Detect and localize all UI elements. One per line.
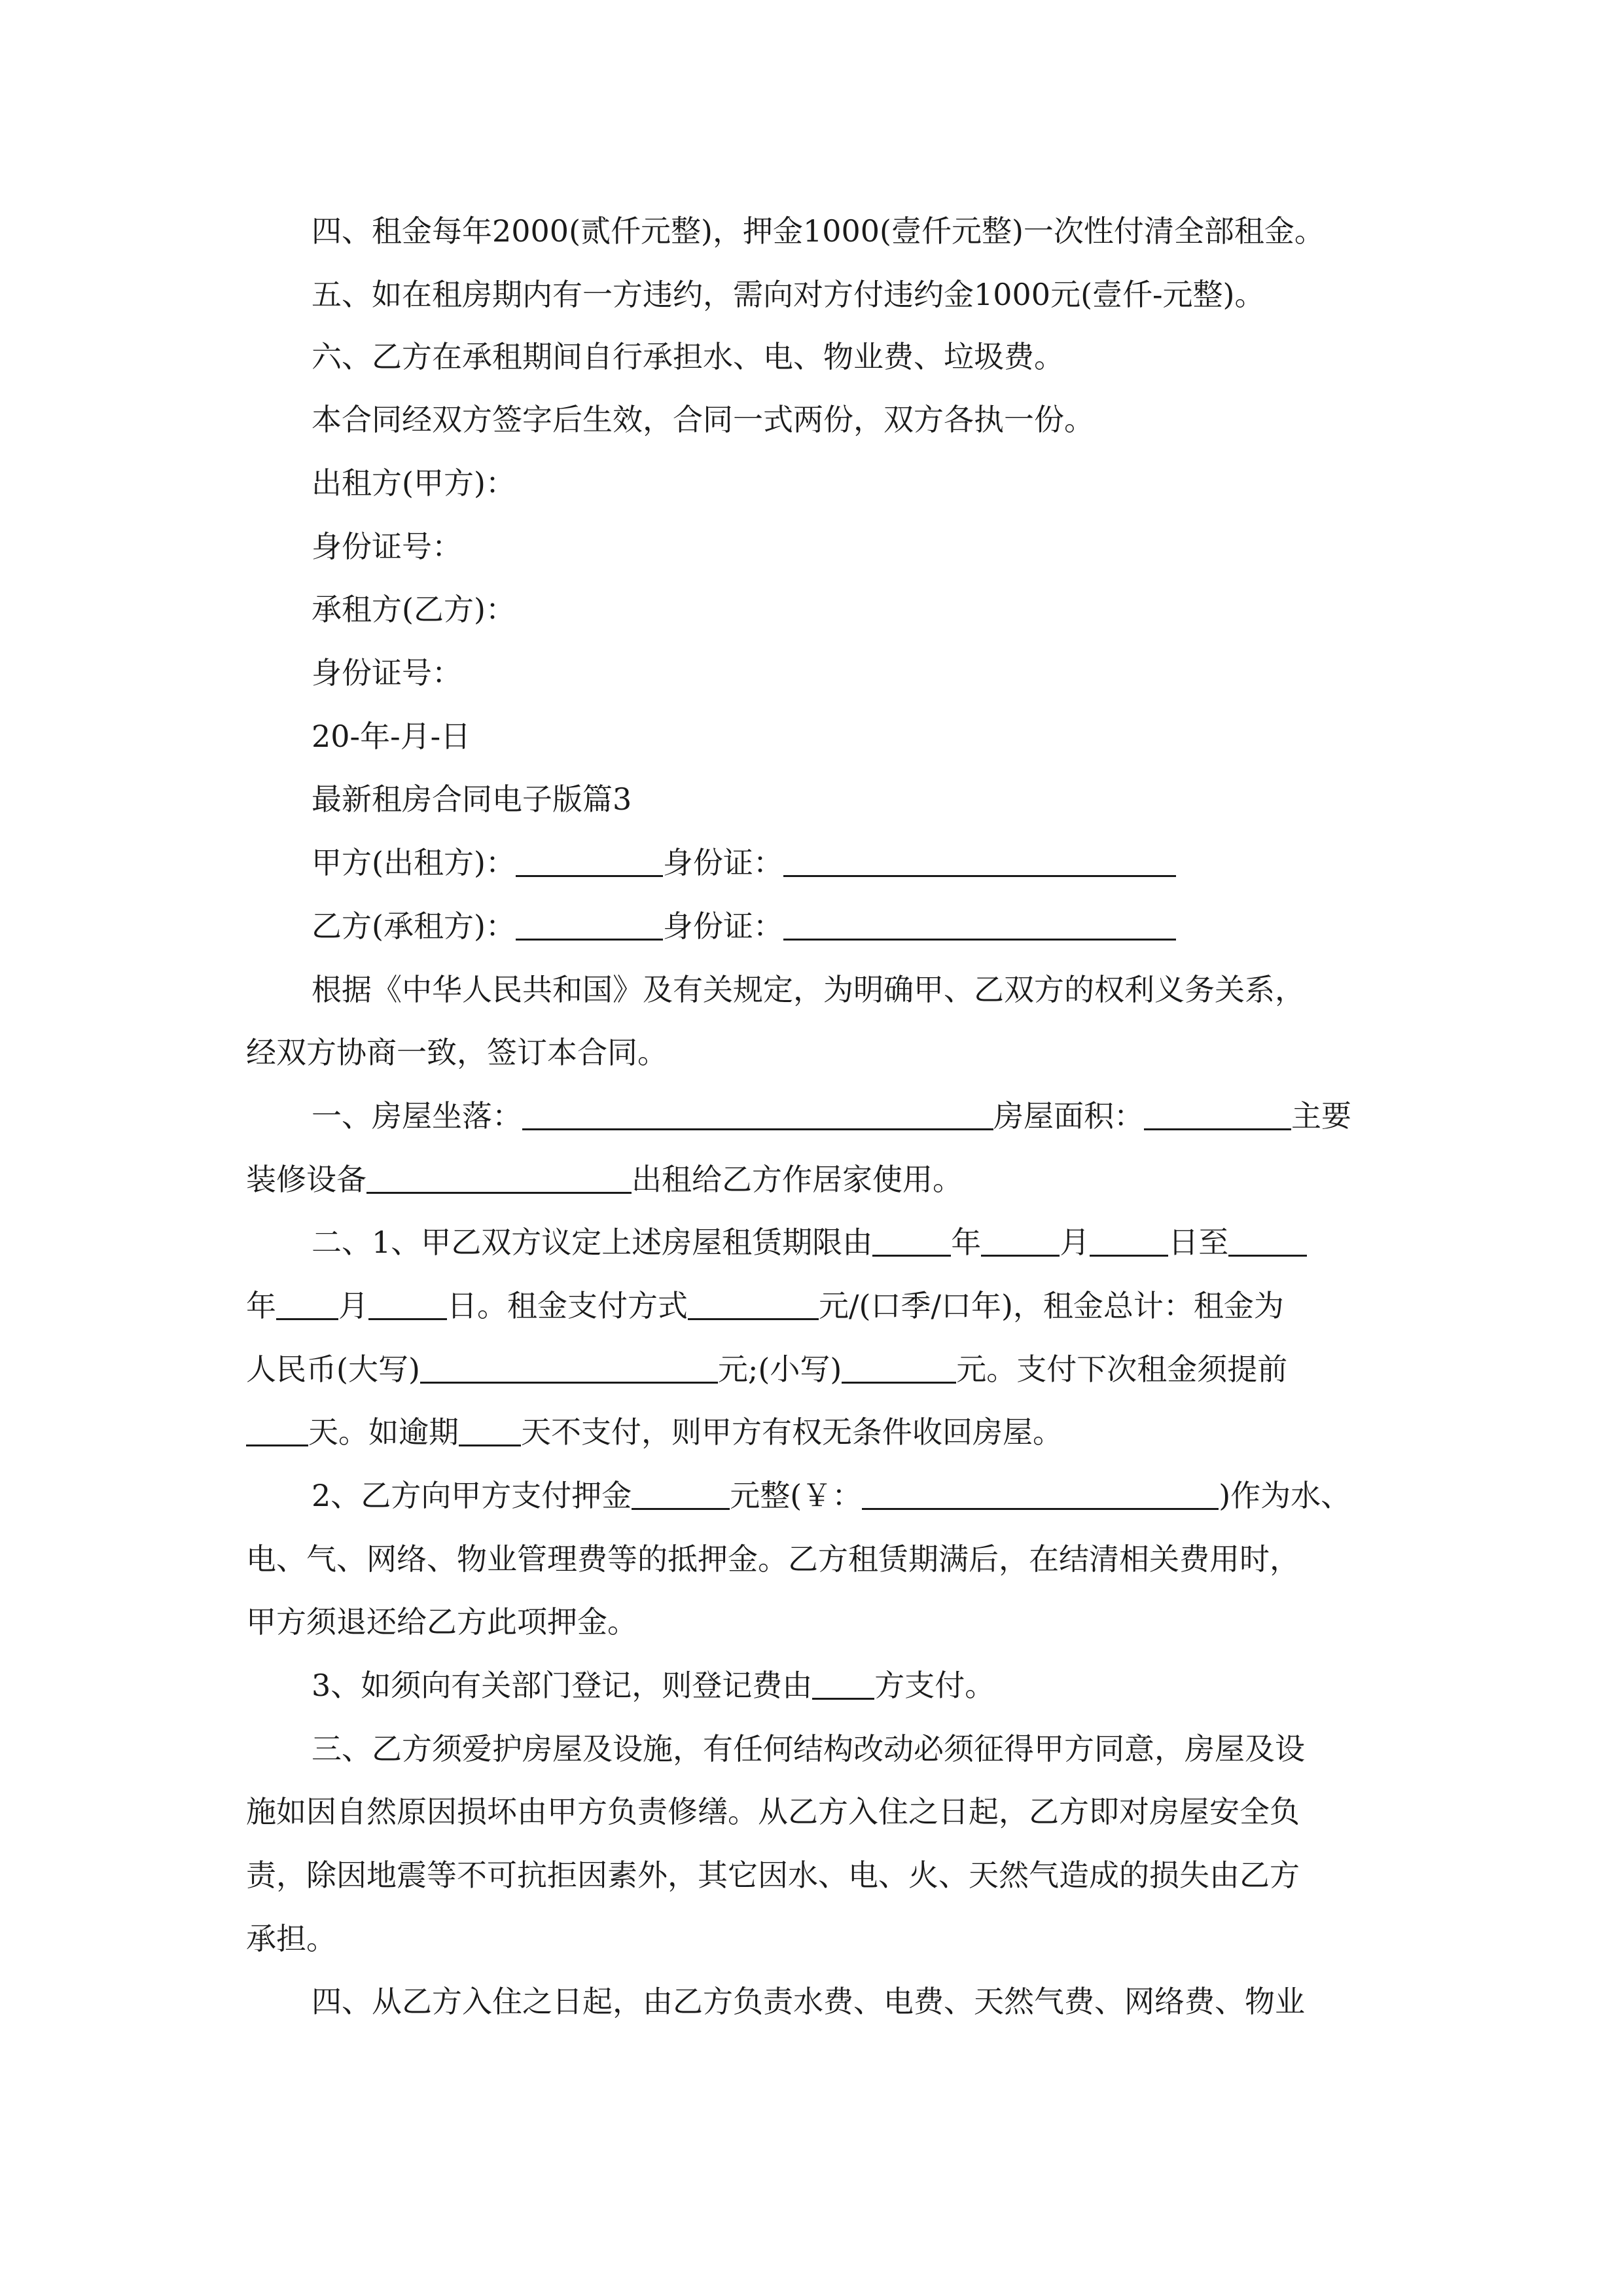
blank (276, 1284, 338, 1320)
text: 日。租金支付方式 (447, 1288, 688, 1323)
text: 天。如逾期 (308, 1414, 459, 1450)
blank (420, 1348, 718, 1384)
clause-term-line-2 (246, 1283, 1378, 1329)
text: 天不支付，则甲方有权无条件收回房屋。 (521, 1414, 1063, 1450)
clause-utilities (312, 334, 1378, 380)
text: 承担。 (246, 1921, 336, 1956)
blank (688, 1284, 819, 1320)
clause-location-line-2 (246, 1157, 1378, 1202)
clause-maintenance-line-2 (246, 1789, 1378, 1835)
text: 年 (951, 1225, 982, 1260)
clause-deposit-line-3 (246, 1599, 1378, 1645)
text: 三、乙方须爱护房屋及设施，有任何结构改动必须征得甲方同意，房屋及设 (312, 1731, 1305, 1767)
blank (1228, 1221, 1307, 1257)
lessee-id-label (312, 650, 1378, 696)
blank (632, 1474, 730, 1510)
clause-deposit-line-2 (246, 1536, 1378, 1582)
clause-term-line-3 (246, 1346, 1378, 1392)
blank (862, 1474, 1219, 1510)
text: 日至 (1168, 1225, 1229, 1260)
text: 承租方(乙方)： (312, 592, 516, 627)
clause-rent-amount (312, 208, 1378, 254)
text: 二、1、甲乙双方议定上述房屋租赁期限由 (312, 1225, 873, 1260)
text: 甲方须退还给乙方此项押金。 (246, 1604, 637, 1640)
text: 元。支付下次租金须提前 (956, 1352, 1288, 1387)
blank (1090, 1221, 1168, 1257)
party-a-line (312, 840, 1378, 886)
text: 年 (246, 1288, 276, 1323)
text: 出租给乙方作居家使用。 (632, 1162, 963, 1197)
text: 四、租金每年2000(贰仟元整)，押金1000(壹仟元整)一次性付清全部租金。 (312, 213, 1325, 249)
text: 乙方(承租方)： (312, 908, 516, 944)
text: )作为水、 (1219, 1478, 1351, 1513)
clause-maintenance-line-1 (312, 1726, 1378, 1772)
clause-maintenance-line-4 (246, 1916, 1378, 1962)
text: 出租方(甲方)： (312, 465, 516, 501)
clause-effective (312, 397, 1378, 442)
text: 月 (338, 1288, 368, 1323)
text: 元;(小写) (717, 1352, 842, 1387)
text: 本合同经双方签字后生效，合同一式两份，双方各执一份。 (312, 402, 1094, 437)
text: 身份证号： (312, 655, 462, 691)
text: 3、如须向有关部门登记，则登记费由 (312, 1668, 813, 1703)
text: 五、如在租房期内有一方违约，需向对方付违约金1000元(壹仟-元整)。 (312, 277, 1265, 312)
preamble-line-2 (246, 1030, 1378, 1075)
date-line (312, 713, 1378, 759)
text: 身份证号： (312, 529, 462, 564)
blank-name (516, 905, 663, 941)
text: 月 (1060, 1225, 1090, 1260)
text: 身份证： (662, 845, 783, 880)
text: 元整(￥： (730, 1478, 863, 1513)
preamble-line-1 (312, 967, 1378, 1013)
text: 方支付。 (874, 1668, 995, 1703)
text: 房屋面积： (993, 1098, 1144, 1134)
clause-registration (312, 1662, 1378, 1708)
text: 经双方协商一致，签订本合同。 (246, 1035, 668, 1070)
text: 人民币(大写) (246, 1352, 420, 1387)
section-title (312, 776, 1378, 822)
text: 六、乙方在承租期间自行承担水、电、物业费、垃圾费。 (312, 339, 1064, 374)
clause-deposit-line-1 (312, 1473, 1378, 1518)
clause-term-line-1 (312, 1219, 1378, 1265)
lessee-label (312, 586, 1378, 632)
blank (368, 1284, 447, 1320)
blank-id (783, 905, 1176, 941)
text: 责，除因地震等不可抗拒因素外，其它因水、电、火、天然气造成的损失由乙方 (246, 1857, 1300, 1893)
clause-location-line-1 (312, 1093, 1378, 1139)
text: 施如因自然原因损坏由甲方负责修缮。从乙方入住之日起，乙方即对房屋安全负 (246, 1794, 1300, 1829)
blank (246, 1410, 308, 1446)
text: 根据《中华人民共和国》及有关规定，为明确甲、乙双方的权利义务关系， (312, 972, 1305, 1007)
blank (842, 1348, 956, 1384)
blank (981, 1221, 1060, 1257)
text: 身份证： (662, 908, 783, 944)
text: 装修设备 (246, 1162, 366, 1197)
blank-name (516, 841, 663, 877)
lessor-label (312, 460, 1378, 506)
text: 最新租房合同电子版篇3 (312, 781, 632, 817)
clause-fees-line-1 (312, 1979, 1378, 2024)
text: 主要 (1291, 1098, 1351, 1134)
text: 四、从乙方入住之日起，由乙方负责水费、电费、天然气费、网络费、物业 (312, 1984, 1305, 2019)
blank-location (522, 1094, 993, 1130)
text: 20-年-月-日 (312, 719, 471, 754)
text: 2、乙方向甲方支付押金 (312, 1478, 632, 1513)
clause-breach-penalty (312, 272, 1378, 317)
text: 元/(口季/口年)，租金总计：租金为 (819, 1288, 1284, 1323)
blank (459, 1410, 521, 1446)
blank (812, 1664, 874, 1700)
clause-term-line-4 (246, 1409, 1378, 1455)
text: 甲方(出租方)： (312, 845, 516, 880)
text: 电、气、网络、物业管理费等的抵押金。乙方租赁期满后，在结清相关费用时， (246, 1541, 1300, 1577)
text: 一、房屋坐落： (312, 1098, 522, 1134)
blank-id (783, 841, 1176, 877)
lessor-id-label (312, 524, 1378, 569)
party-b-line (312, 903, 1378, 949)
blank-equipment (366, 1158, 632, 1194)
clause-maintenance-line-3 (246, 1852, 1378, 1898)
blank-area (1144, 1094, 1291, 1130)
blank (872, 1221, 951, 1257)
